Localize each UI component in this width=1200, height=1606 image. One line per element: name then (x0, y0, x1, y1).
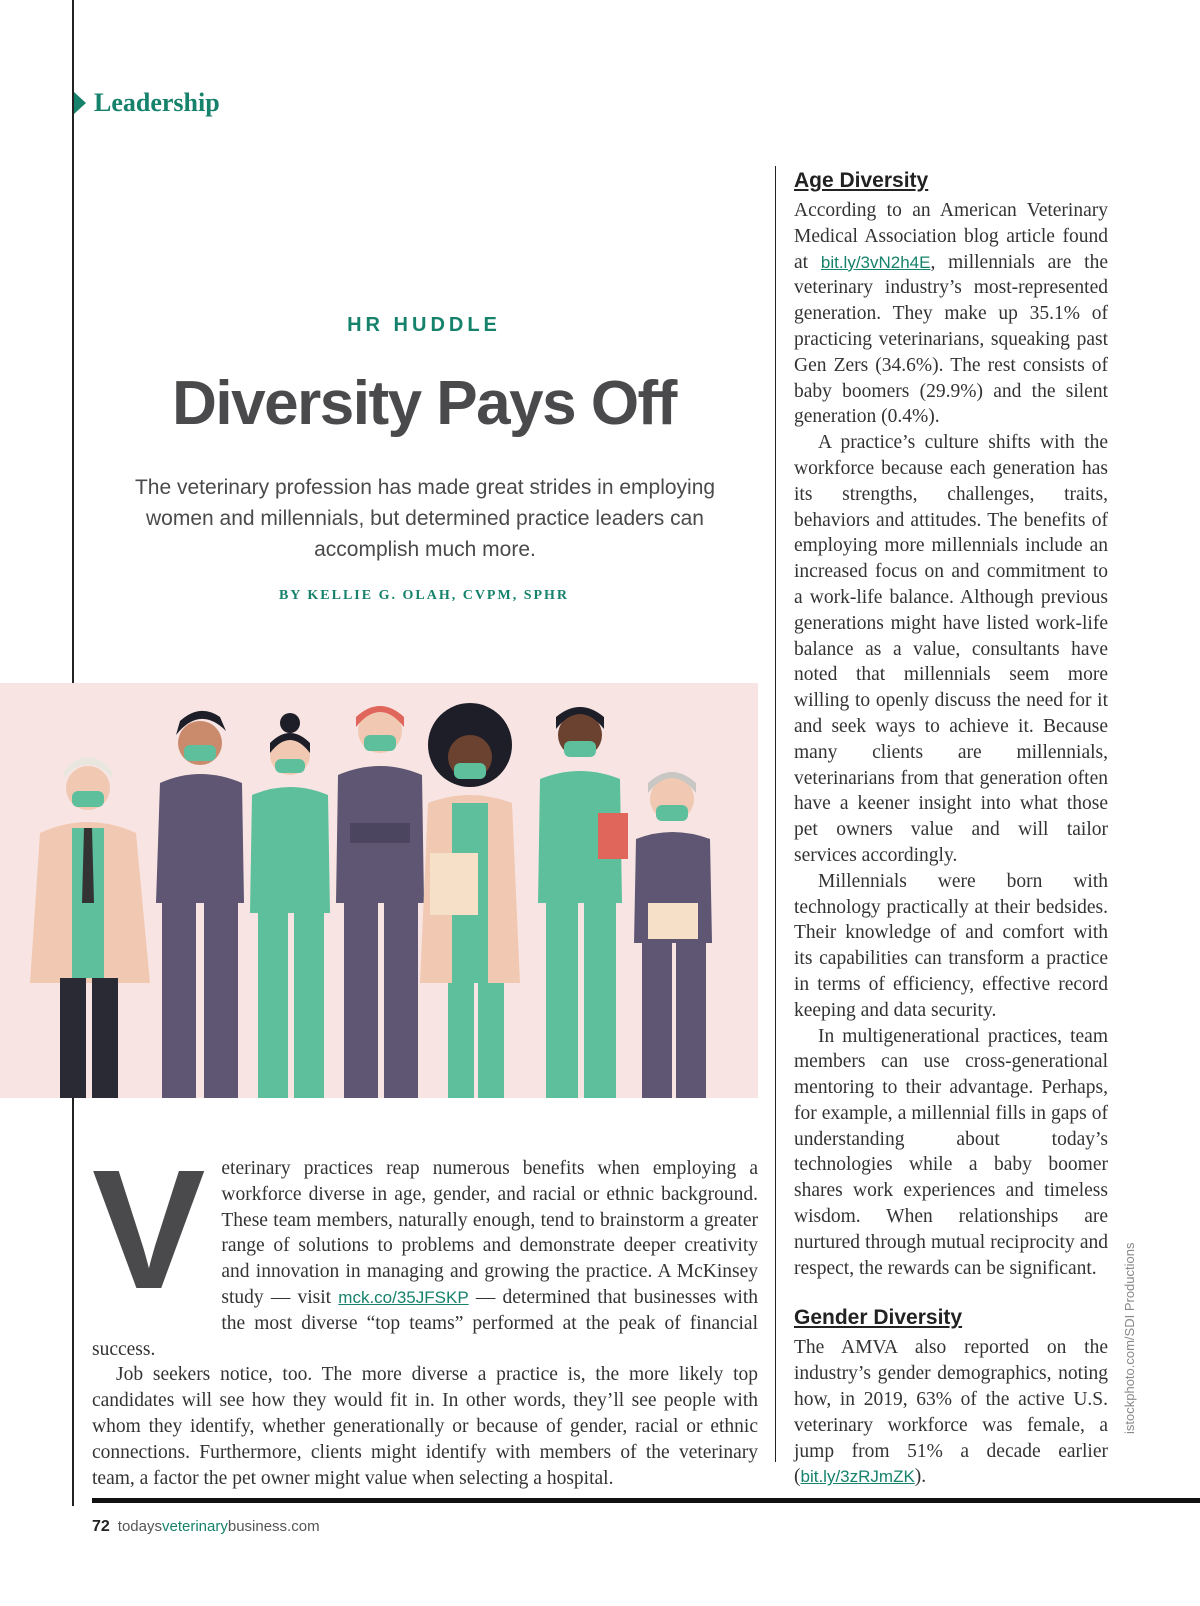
page-number: 72 (92, 1518, 110, 1535)
mckinsey-link[interactable]: mck.co/35JFSKP (338, 1287, 469, 1307)
text-run: The AMVA also reported on the industry’s gender demographics, noting how, in 2019, 63% of the active U.S. veterinary workforce was female, a jump from 51% a decade earlier ( (794, 1337, 1108, 1488)
figure-purple-scrubs-1 (156, 711, 244, 1098)
text-run: — determined that businesses with the most diverse “top teams” performed at the peak of financial success. (92, 1286, 758, 1360)
paragraph-age-4: In multigenerational practices, team members can use cross-generational mentoring to their advantage. Perhaps, for example, a millennial fills in gaps of understanding about today’s technologies while a baby boomer shares work experiences and timeless wisdom. When relationships are nurtured through mutual reciprocity and respect, the rewards can be significant. (794, 1025, 1108, 1279)
body-column-left (92, 1135, 758, 1491)
byline: BY KELLIE G. OLAH, CVPM, SPHR (278, 588, 570, 603)
site-name-part: business.com (227, 1518, 320, 1535)
section-tag (74, 88, 220, 118)
paragraph-age-2: A practice’s culture shifts with the workforce because each generation has its strengths, challenges, traits, behaviors and attitudes. The benefits of employing more millennials include an increased focus on and commitment to a work-life balance. Although previous generations might have listed work-life balance as a value, consultants have noted that millennials seem more willing to openly discuss the need for it and seek ways to achieve it. Because many clients are millennials, veterinarians from that generation often have a keener insight into what those pet owners value and will tailor services accordingly. (794, 432, 1108, 866)
body-column-right (794, 166, 1108, 1490)
figure-coat-doctor (420, 703, 520, 1098)
page-footer (92, 1518, 320, 1536)
text-run: , millennials are the veterinary industry’s most-represented generation. They make up 35.1% of practicing veterinarians, squeaking past Gen Zers (34.6%). The rest consists of baby boomers (29.9%) and the silent generation (0.4%). (794, 251, 1108, 428)
site-name-part: veterinary (162, 1518, 228, 1535)
kicker: HR HUDDLE (347, 314, 501, 336)
age-diversity-heading: Age Diversity (794, 169, 929, 192)
paragraph-job-seekers: Job seekers notice, too. The more diverse a practice is, the more likely top candidates will see how they would fit in. In other words, they’ll see people with whom they identify, whether generationally or because of gender, racial or ethnic connections. Furthermore, clients might identify with members of the veterinary team, a factor the pet owner might value when selecting a hospital. (92, 1364, 758, 1489)
figure-purple-scrubs-2 (336, 706, 424, 1098)
paragraph-age-1 (794, 198, 1108, 430)
footer-rule (92, 1498, 1200, 1503)
column-rule (775, 166, 776, 1462)
text-run: eterinary practices reap numerous benefits when employing a workforce diverse in age, gender, and racial or ethnic background. These team members, naturally enough, tend to brainstorm a greater range of solutions to problems and demonstrate deeper creativity and innovation in managing and growing the practice. A McKinsey study — visit (221, 1158, 758, 1308)
paragraph-gender-1 (794, 1335, 1108, 1490)
triangle-marker-icon (74, 92, 86, 114)
avma-blog-link[interactable]: bit.ly/3vN2h4E (820, 252, 931, 272)
amva-gender-link[interactable]: bit.ly/3zRJmZK (800, 1467, 915, 1487)
figure-purple-scrubs-3 (634, 772, 712, 1098)
site-name-part: todays (117, 1518, 162, 1535)
drop-cap: V (92, 1135, 206, 1325)
margin-rule-bottom (72, 1098, 74, 1506)
text-run: ). (914, 1466, 927, 1488)
figure-green-scrubs-2 (538, 707, 628, 1098)
team-illustration (0, 683, 758, 1098)
figure-green-scrubs-1 (250, 713, 330, 1098)
figure-senior-doctor (30, 757, 150, 1098)
gender-diversity-heading: Gender Diversity (794, 1306, 963, 1330)
article-deck: The veterinary profession has made great strides in employing women and millennials, but determined practice leaders can accomplish much more. (134, 476, 716, 561)
photo-credit: istockphoto.com/SDI Productions (1122, 1242, 1137, 1434)
article-title: Diversity Pays Off (172, 369, 676, 438)
text-run: According to an American Veterinary Medical Association blog article found at (794, 200, 1108, 273)
section-label: Leadership (94, 88, 220, 117)
paragraph-age-3: Millennials were born with technology practically at their bedsides. Their knowledge of and comfort with its capabilities can transform a practice in terms of efficiency, effective record keeping and data security. (794, 870, 1108, 1021)
